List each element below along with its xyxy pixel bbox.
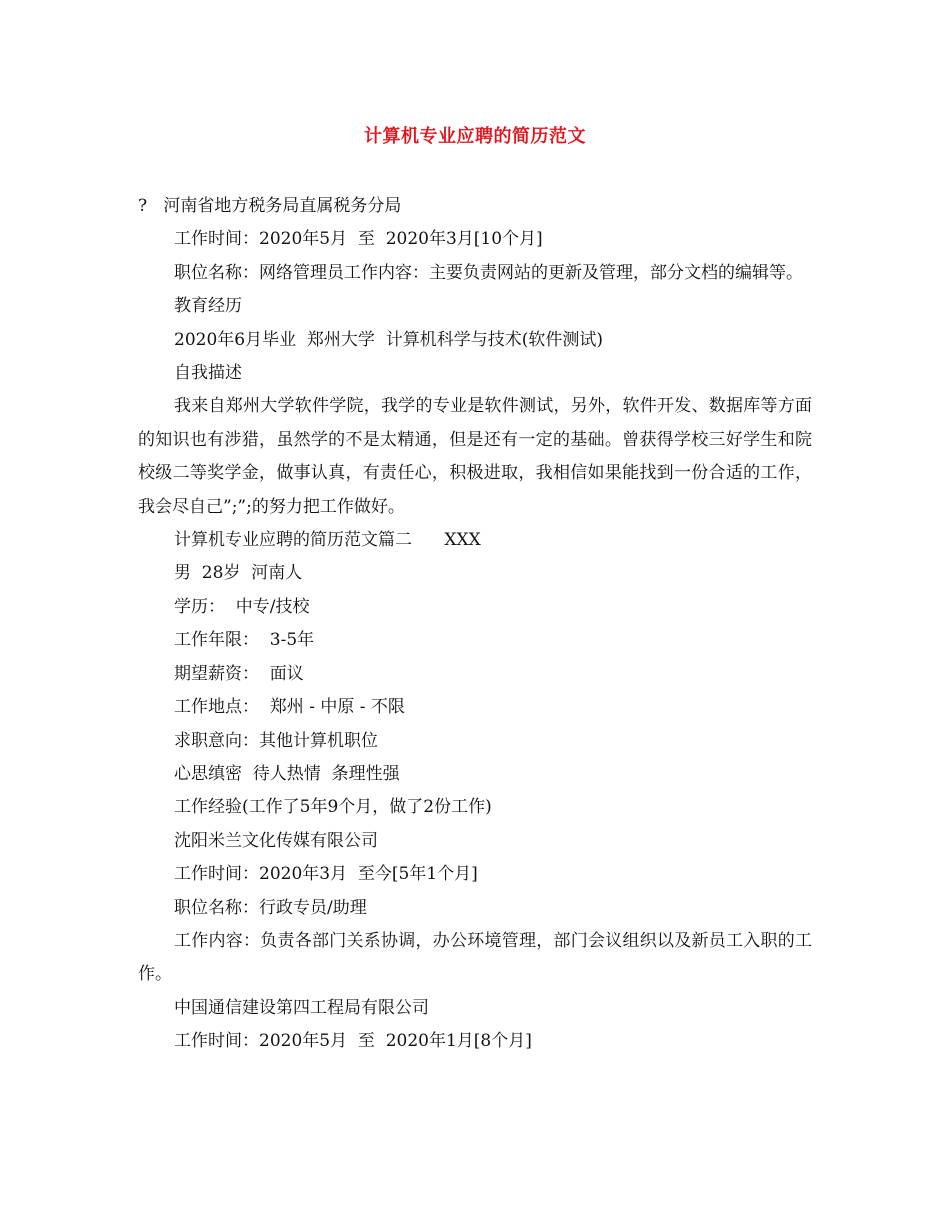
paragraph-position-1: 职位名称：网络管理员工作内容：主要负责网站的更新及管理，部分文档的编辑等。 (174, 262, 803, 283)
paragraph-location: 工作地点： 郑州 - 中原 - 不限 (174, 697, 405, 718)
paragraph-basic-info: 男 28岁 河南人 (174, 563, 303, 584)
paragraph-work-time-3: 工作时间：2020年5月 至 2020年1月[8个月] (174, 1031, 532, 1052)
document-title: 计算机专业应聘的简历范文 (364, 126, 586, 147)
paragraph-work-content-2: 工作内容：负责各部门关系协调，办公环境管理，部门会议组织以及新员工入职的工作。 (138, 930, 812, 985)
paragraph-self-heading: 自我描述 (174, 363, 242, 384)
paragraph-employer-1: ? 河南省地方税务局直属税务分局 (138, 196, 402, 216)
paragraph-work-time-2: 工作时间：2020年3月 至今[5年1个月] (174, 864, 478, 885)
paragraph-work-years: 工作年限： 3-5年 (174, 630, 315, 651)
paragraph-degree: 学历： 中专/技校 (174, 596, 310, 617)
document-body (138, 190, 812, 1059)
paragraph-traits: 心思缜密 待人热情 条理性强 (174, 763, 400, 784)
paragraph-position-2: 职位名称：行政专员/助理 (174, 897, 367, 918)
paragraph-job-intention: 求职意向：其他计算机职位 (174, 730, 378, 751)
paragraph-experience-summary: 工作经验(工作了5年9个月，做了2份工作) (174, 797, 492, 818)
paragraph-education-heading: 教育经历 (174, 296, 242, 317)
paragraph-work-time-1: 工作时间：2020年5月 至 2020年3月[10个月] (174, 229, 543, 250)
paragraph-self-description: 我来自郑州大学软件学院，我学的专业是软件测试，另外，软件开发、数据库等方面的知识也有涉猎，虽然学的不是太精通，但是还有一定的基础。曾获得学校三好学生和院校级二等奖学金，做事认真，有责任心，积极进取，我相信如果能找到一份合适的工作，我会尽自己”;”;的努力把工作做好。 (138, 396, 812, 517)
paragraph-employer-3: 中国通信建设第四工程局有限公司 (174, 997, 429, 1018)
paragraph-employer-2: 沈阳米兰文化传媒有限公司 (174, 830, 378, 851)
paragraph-salary: 期望薪资： 面议 (174, 663, 304, 684)
paragraph-resume-two-title: 计算机专业应聘的简历范文篇二 XXX (174, 530, 481, 551)
paragraph-education: 2020年6月毕业 郑州大学 计算机科学与技术(软件测试) (174, 329, 603, 350)
